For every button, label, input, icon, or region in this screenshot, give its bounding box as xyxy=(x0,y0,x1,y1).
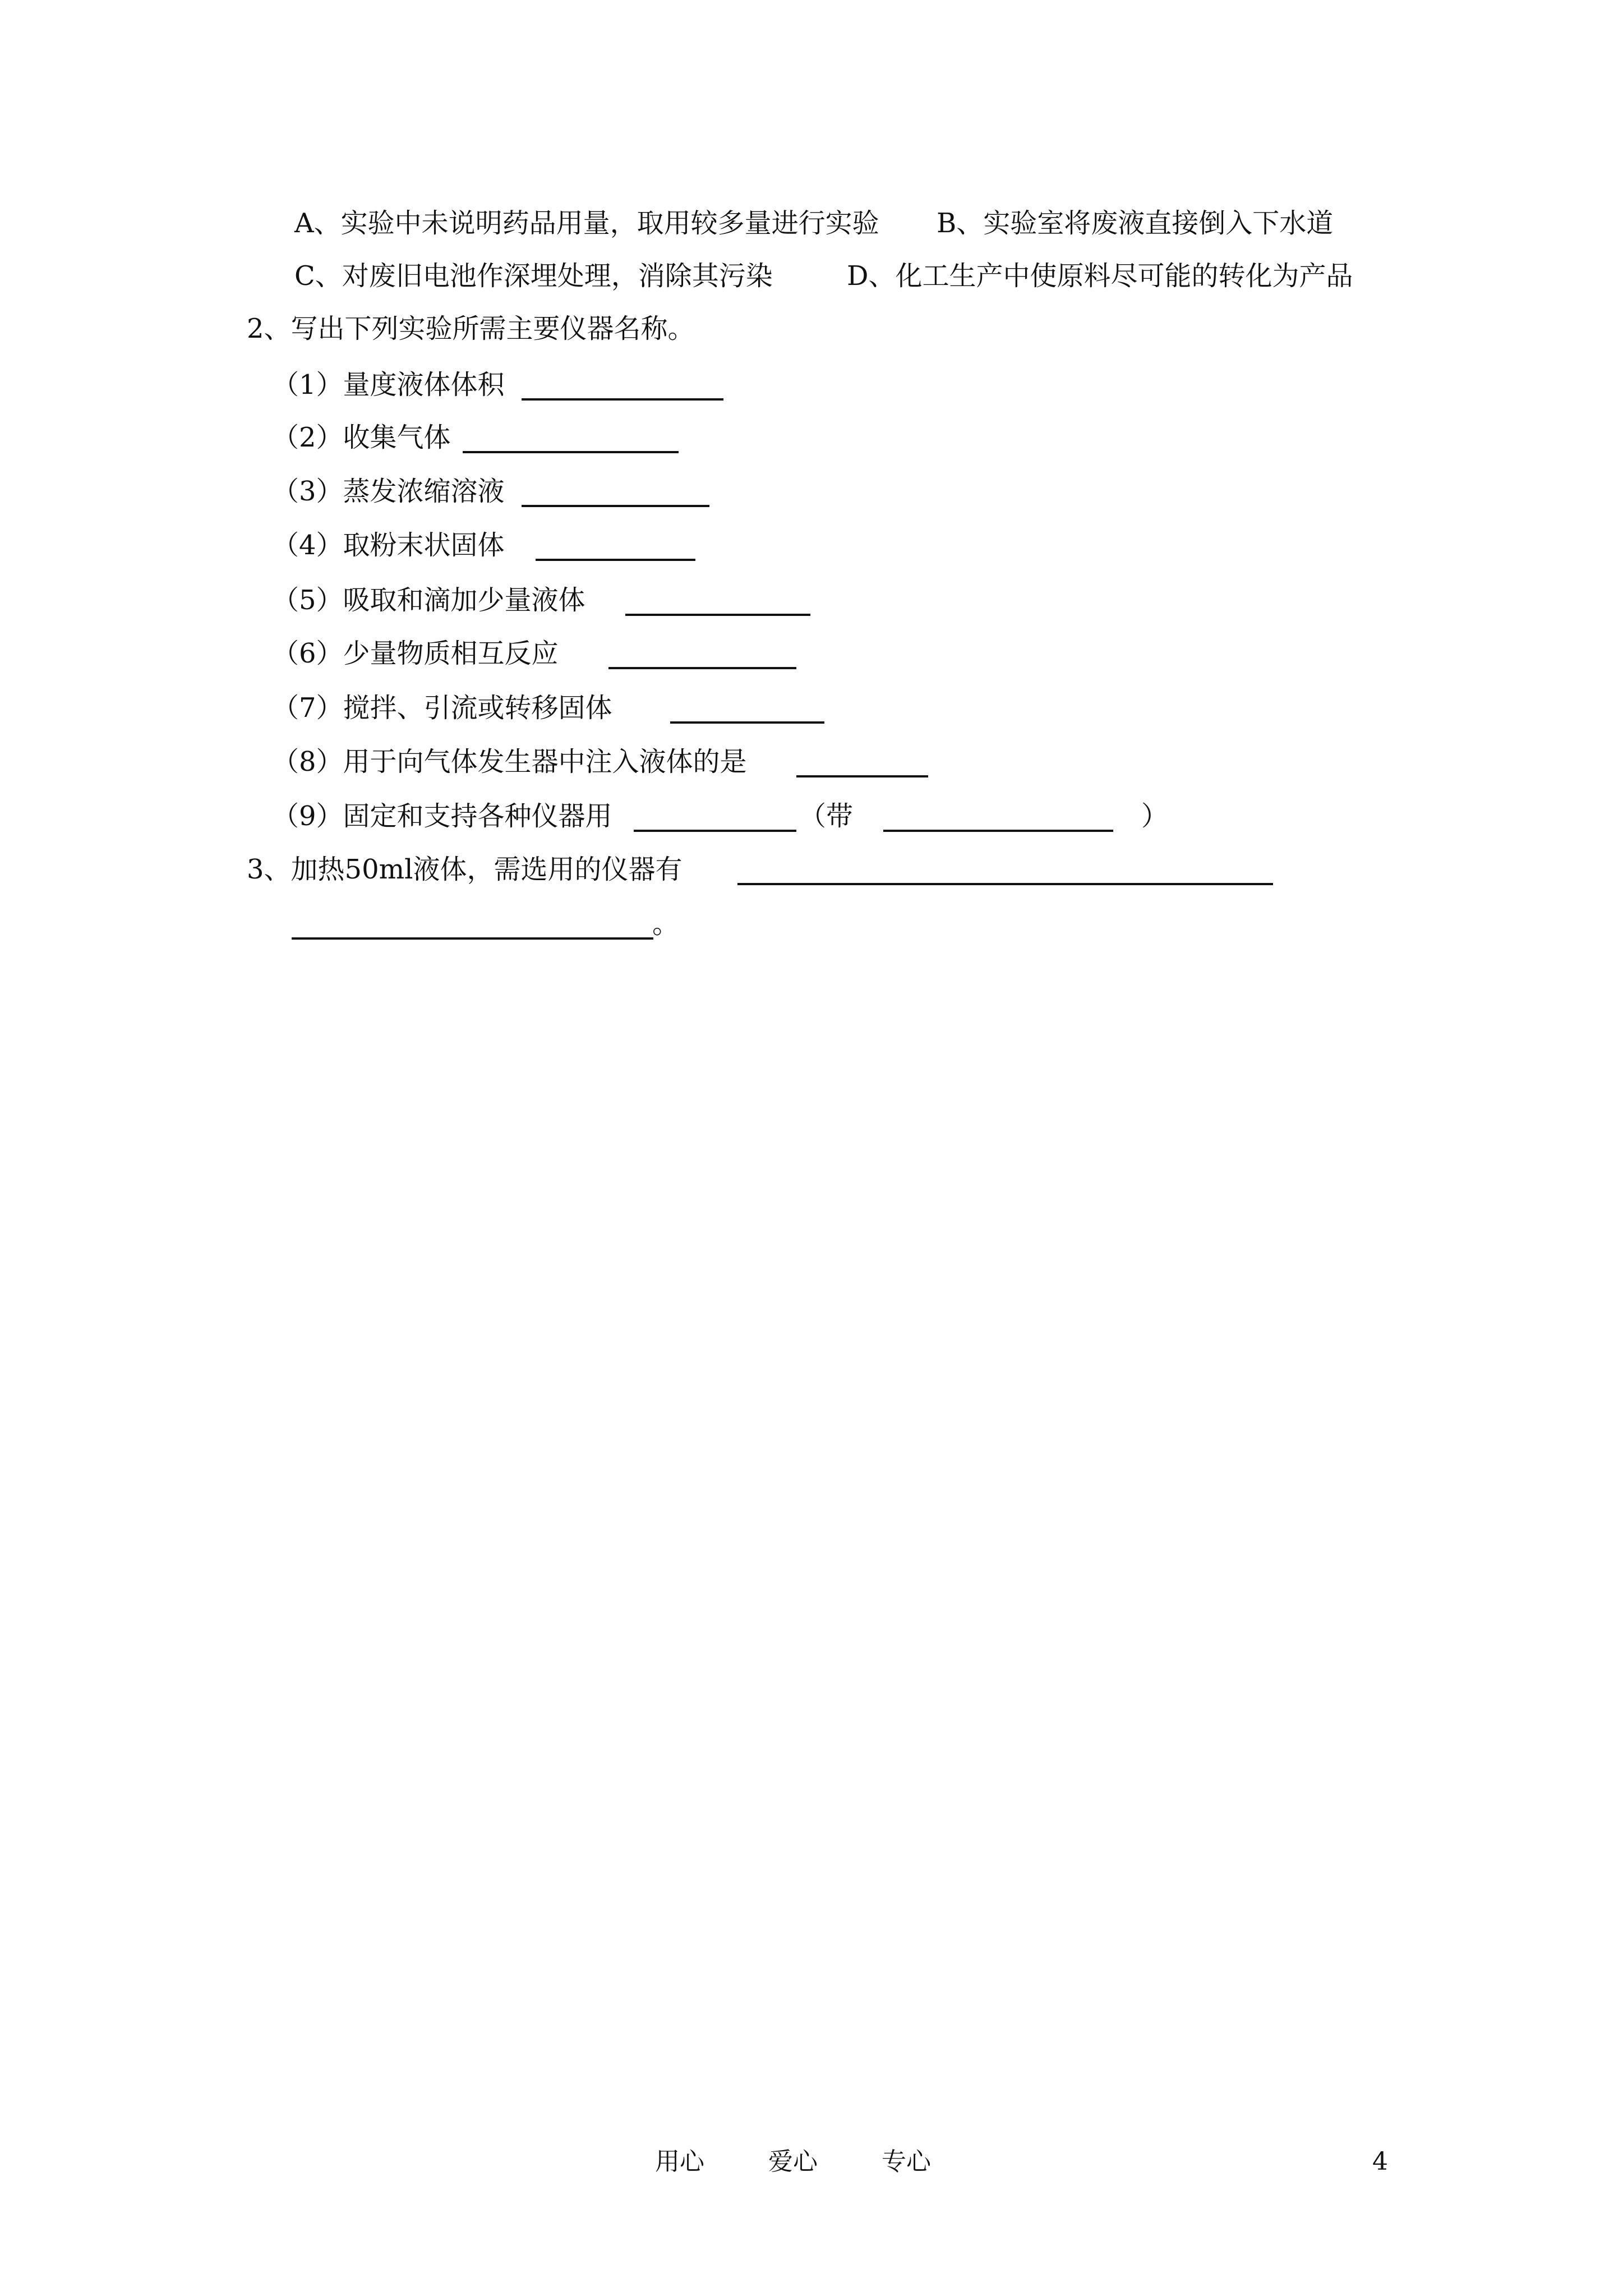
option-c: C、对废旧电池作深埋处理，消除其污染 xyxy=(294,260,773,292)
answer-blank-q3-line2[interactable] xyxy=(292,937,653,940)
q2-item-9-paren-open: （带 xyxy=(799,800,854,832)
answer-blank-7[interactable] xyxy=(670,721,824,724)
answer-blank-9[interactable] xyxy=(634,830,796,832)
q2-item-3: （3）蒸发浓缩溶液 xyxy=(272,476,505,507)
q2-item-4: （4）取粉末状固体 xyxy=(272,530,505,561)
footer-motto-1: 用心 xyxy=(655,2147,704,2176)
footer-motto-3: 专心 xyxy=(882,2147,931,2176)
q2-item-7: （7）搅拌、引流或转移固体 xyxy=(272,692,612,724)
q2-item-9: （9）固定和支持各种仪器用 xyxy=(272,800,612,832)
answer-blank-3[interactable] xyxy=(522,505,709,507)
question-2-title: 2、写出下列实验所需主要仪器名称。 xyxy=(247,313,695,344)
q2-item-5: （5）吸取和滴加少量液体 xyxy=(272,585,585,616)
answer-blank-6[interactable] xyxy=(608,667,796,669)
answer-blank-q3-line1[interactable] xyxy=(737,883,1273,885)
q2-item-8: （8）用于向气体发生器中注入液体的是 xyxy=(272,746,747,777)
q2-item-1: （1）量度液体体积 xyxy=(272,369,505,401)
q2-item-9-paren-close: ） xyxy=(1141,800,1169,832)
page-number: 4 xyxy=(1372,2147,1388,2176)
answer-blank-9b[interactable] xyxy=(883,830,1113,832)
option-d: D、化工生产中使原料尽可能的转化为产品 xyxy=(847,260,1353,292)
footer-motto-2: 爱心 xyxy=(768,2147,818,2176)
answer-blank-1[interactable] xyxy=(522,398,723,401)
option-b: B、实验室将废液直接倒入下水道 xyxy=(937,208,1334,239)
answer-blank-5[interactable] xyxy=(625,614,810,616)
option-a: A、实验中未说明药品用量，取用较多量进行实验 xyxy=(294,208,879,239)
answer-blank-4[interactable] xyxy=(536,559,695,561)
q2-item-6: （6）少量物质相互反应 xyxy=(272,638,559,669)
q3-end-mark: 。 xyxy=(652,908,680,940)
question-3-title: 3、加热50ml液体，需选用的仪器有 xyxy=(247,854,683,885)
answer-blank-8[interactable] xyxy=(796,775,928,777)
answer-blank-2[interactable] xyxy=(463,451,679,453)
q2-item-2: （2）收集气体 xyxy=(272,422,451,453)
